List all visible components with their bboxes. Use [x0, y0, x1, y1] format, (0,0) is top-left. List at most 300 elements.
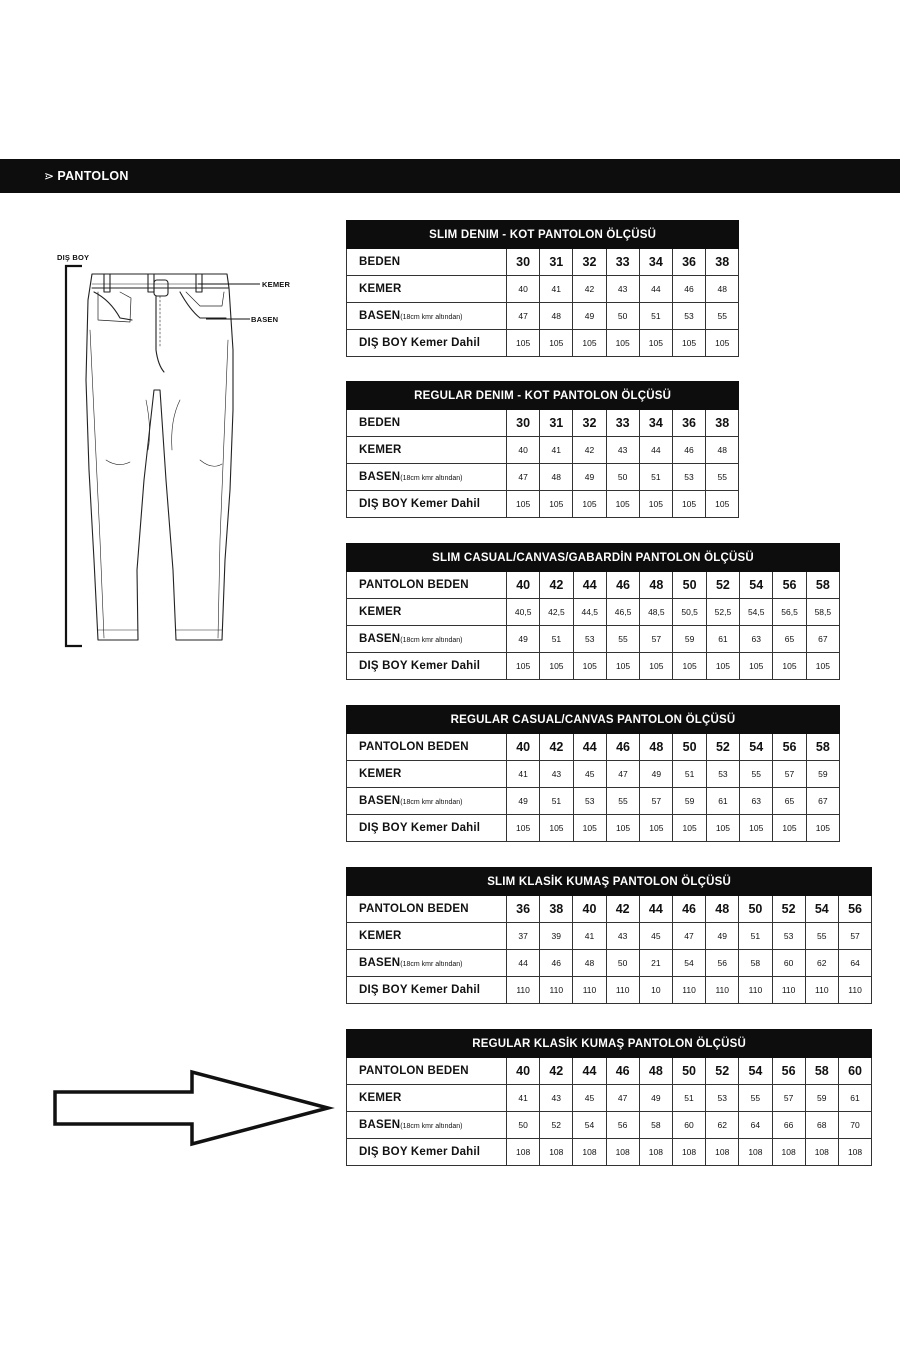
table-cell: 110 — [672, 977, 705, 1004]
row-label — [347, 330, 507, 357]
table-cell: 41 — [540, 276, 573, 303]
table-cell: 56 — [772, 1058, 805, 1085]
table-cell: 59 — [806, 761, 839, 788]
table-cell: 50 — [606, 303, 639, 330]
table-cell: 61 — [706, 788, 739, 815]
table-cell: 54,5 — [740, 599, 773, 626]
table-cell: 62 — [706, 1112, 739, 1139]
row-label — [347, 464, 507, 491]
table-cell: 56 — [838, 896, 871, 923]
table-cell: 42 — [573, 276, 606, 303]
table-cell: 43 — [606, 276, 639, 303]
table-cell: 47 — [672, 923, 705, 950]
table-cell: 41 — [507, 1085, 540, 1112]
table-cell: 34 — [639, 249, 672, 276]
table-cell: 105 — [672, 491, 705, 518]
table-cell: 105 — [773, 653, 806, 680]
table-cell: 56 — [773, 572, 806, 599]
size-row — [347, 734, 840, 761]
table-cell: 40 — [507, 734, 540, 761]
table-title: REGULAR KLASİK KUMAŞ PANTOLON ÖLÇÜSÜ — [347, 1030, 872, 1058]
table-cell: 105 — [639, 330, 672, 357]
table-cell: 60 — [672, 1112, 705, 1139]
table-cell: 105 — [639, 491, 672, 518]
size-row — [347, 572, 840, 599]
boy-row — [347, 330, 739, 357]
row-label — [347, 896, 507, 923]
table-cell: 108 — [672, 1139, 705, 1166]
table-cell: 43 — [606, 437, 639, 464]
table-cell: 42 — [540, 572, 573, 599]
row-label — [347, 977, 507, 1004]
row-label-note: (18cm kmr altından) — [400, 314, 463, 321]
table-cell: 105 — [706, 330, 739, 357]
pants-diagram — [0, 240, 330, 670]
row-label — [347, 734, 507, 761]
table-cell: 52 — [706, 572, 739, 599]
table-cell: 48 — [640, 572, 673, 599]
table-cell: 55 — [740, 761, 773, 788]
table-title: SLIM CASUAL/CANVAS/GABARDİN PANTOLON ÖLÇÜSÜ — [347, 544, 840, 572]
size-table — [346, 220, 739, 357]
table-cell: 42 — [540, 1058, 573, 1085]
pants-sketch-icon — [0, 240, 330, 670]
row-label-text: DIŞ BOY Kemer Dahil — [359, 984, 481, 996]
table-cell: 21 — [639, 950, 672, 977]
table-cell: 105 — [673, 653, 706, 680]
table-cell: 48 — [639, 1058, 672, 1085]
basen-row — [347, 303, 739, 330]
table-cell: 58 — [806, 572, 839, 599]
table-cell: 105 — [606, 653, 639, 680]
row-label-text: KEMER — [359, 1092, 402, 1104]
table-cell: 60 — [838, 1058, 871, 1085]
table-cell: 105 — [773, 815, 806, 842]
size-table — [346, 705, 840, 842]
table-cell: 47 — [606, 1085, 639, 1112]
table-cell: 108 — [739, 1139, 772, 1166]
table-cell: 55 — [739, 1085, 772, 1112]
table-cell: 44 — [639, 896, 672, 923]
size-table — [346, 1029, 872, 1166]
table-cell: 51 — [672, 1085, 705, 1112]
table-cell: 58,5 — [806, 599, 839, 626]
row-label-note: (18cm kmr altından) — [400, 637, 463, 644]
row-label — [347, 1139, 507, 1166]
table-cell: 52 — [706, 734, 739, 761]
table-cell: 53 — [706, 1085, 739, 1112]
boy-row — [347, 653, 840, 680]
table-cell: 54 — [672, 950, 705, 977]
table-cell: 66 — [772, 1112, 805, 1139]
table-cell: 57 — [640, 788, 673, 815]
table-cell: 108 — [540, 1139, 573, 1166]
basen-row — [347, 788, 840, 815]
table-cell: 67 — [806, 788, 839, 815]
basen-row — [347, 950, 872, 977]
table-cell: 44,5 — [573, 599, 606, 626]
table-cell: 50 — [739, 896, 772, 923]
row-label — [347, 303, 507, 330]
table-cell: 50 — [507, 1112, 540, 1139]
row-label — [347, 410, 507, 437]
section-title: PANTOLON — [57, 169, 129, 183]
table-cell: 55 — [805, 923, 838, 950]
table-cell: 49 — [640, 761, 673, 788]
row-label — [347, 923, 507, 950]
table-cell: 105 — [606, 491, 639, 518]
table-cell: 105 — [706, 653, 739, 680]
table-cell: 110 — [739, 977, 772, 1004]
table-cell: 50 — [673, 572, 706, 599]
table-cell: 105 — [540, 815, 573, 842]
table-cell: 105 — [507, 815, 540, 842]
table-cell: 59 — [805, 1085, 838, 1112]
table-cell: 105 — [507, 491, 540, 518]
table-cell: 51 — [739, 923, 772, 950]
table-cell: 40 — [507, 572, 540, 599]
table-cell: 105 — [672, 330, 705, 357]
table-cell: 50 — [673, 734, 706, 761]
table-cell: 52 — [706, 1058, 739, 1085]
table-cell: 53 — [772, 923, 805, 950]
basen-label: BASEN — [251, 315, 279, 324]
table-cell: 105 — [640, 653, 673, 680]
table-cell: 65 — [773, 626, 806, 653]
table-cell: 59 — [673, 626, 706, 653]
table-cell: 36 — [672, 410, 705, 437]
table-cell: 55 — [606, 788, 639, 815]
table-cell: 108 — [507, 1139, 540, 1166]
kemer-row — [347, 923, 872, 950]
row-label — [347, 276, 507, 303]
row-label-text: KEMER — [359, 606, 402, 618]
table-cell: 108 — [706, 1139, 739, 1166]
row-label-text: BASEN — [359, 310, 401, 322]
table-cell: 51 — [540, 788, 573, 815]
row-label-text: DIŞ BOY Kemer Dahil — [359, 337, 481, 349]
table-cell: 110 — [805, 977, 838, 1004]
table-cell: 10 — [639, 977, 672, 1004]
table-cell: 42,5 — [540, 599, 573, 626]
table-cell: 61 — [706, 626, 739, 653]
table-cell: 56 — [606, 1112, 639, 1139]
row-label-text: DIŞ BOY Kemer Dahil — [359, 498, 481, 510]
table-cell: 62 — [805, 950, 838, 977]
table-cell: 55 — [706, 464, 739, 491]
table-cell: 105 — [573, 815, 606, 842]
kemer-row — [347, 1085, 872, 1112]
table-cell: 39 — [540, 923, 573, 950]
table-cell: 54 — [740, 734, 773, 761]
row-label-text: KEMER — [359, 283, 402, 295]
table-cell: 48 — [540, 464, 573, 491]
row-label — [347, 1058, 507, 1085]
table-cell: 44 — [507, 950, 540, 977]
table-cell: 110 — [606, 977, 639, 1004]
size-row — [347, 249, 739, 276]
kemer-row — [347, 276, 739, 303]
table-cell: 54 — [739, 1058, 772, 1085]
table-cell: 44 — [639, 276, 672, 303]
table-cell: 59 — [673, 788, 706, 815]
table-cell: 46,5 — [606, 599, 639, 626]
table-cell: 56,5 — [773, 599, 806, 626]
table-cell: 110 — [507, 977, 540, 1004]
row-label-note: (18cm kmr altından) — [400, 799, 463, 806]
row-label-text: BEDEN — [359, 256, 401, 268]
table-cell: 44 — [573, 734, 606, 761]
row-label — [347, 761, 507, 788]
size-row — [347, 1058, 872, 1085]
table-cell: 42 — [573, 437, 606, 464]
table-cell: 105 — [540, 491, 573, 518]
table-cell: 50 — [606, 464, 639, 491]
table-cell: 57 — [772, 1085, 805, 1112]
boy-row — [347, 815, 840, 842]
table-cell: 36 — [507, 896, 540, 923]
table-cell: 33 — [606, 410, 639, 437]
row-label-text: BASEN — [359, 795, 401, 807]
table-cell: 53 — [672, 303, 705, 330]
table-cell: 46 — [606, 572, 639, 599]
table-cell: 64 — [739, 1112, 772, 1139]
table-title: REGULAR CASUAL/CANVAS PANTOLON ÖLÇÜSÜ — [347, 706, 840, 734]
table-cell: 46 — [540, 950, 573, 977]
table-cell: 55 — [706, 303, 739, 330]
table-cell: 41 — [573, 923, 606, 950]
row-label-text: DIŞ BOY Kemer Dahil — [359, 822, 481, 834]
table-cell: 42 — [606, 896, 639, 923]
table-cell: 40 — [507, 437, 540, 464]
table-cell: 58 — [805, 1058, 838, 1085]
table-cell: 32 — [573, 410, 606, 437]
table-cell: 49 — [507, 626, 540, 653]
table-cell: 34 — [639, 410, 672, 437]
table-cell: 40 — [507, 276, 540, 303]
row-label-text: BASEN — [359, 471, 401, 483]
table-cell: 110 — [838, 977, 871, 1004]
row-label — [347, 815, 507, 842]
table-cell: 52,5 — [706, 599, 739, 626]
table-cell: 49 — [706, 923, 739, 950]
table-cell: 40 — [573, 896, 606, 923]
table-cell: 60 — [772, 950, 805, 977]
table-cell: 105 — [540, 653, 573, 680]
table-cell: 47 — [606, 761, 639, 788]
chevron-right-icon: ⋗ — [44, 169, 55, 183]
table-cell: 46 — [606, 734, 639, 761]
table-cell: 110 — [540, 977, 573, 1004]
table-cell: 108 — [772, 1139, 805, 1166]
row-label — [347, 249, 507, 276]
table-cell: 31 — [540, 249, 573, 276]
table-title: REGULAR DENIM - KOT PANTOLON ÖLÇÜSÜ — [347, 382, 739, 410]
table-cell: 46 — [606, 1058, 639, 1085]
table-cell: 108 — [606, 1139, 639, 1166]
table-cell: 50 — [672, 1058, 705, 1085]
table-cell: 51 — [540, 626, 573, 653]
table-cell: 51 — [639, 303, 672, 330]
table-cell: 50 — [606, 950, 639, 977]
table-cell: 43 — [606, 923, 639, 950]
table-cell: 38 — [540, 896, 573, 923]
row-label — [347, 599, 507, 626]
table-cell: 41 — [540, 437, 573, 464]
kemer-label: KEMER — [262, 280, 291, 289]
table-cell: 51 — [673, 761, 706, 788]
table-cell: 64 — [838, 950, 871, 977]
table-cell: 32 — [573, 249, 606, 276]
table-cell: 108 — [573, 1139, 606, 1166]
row-label — [347, 1085, 507, 1112]
row-label-text: PANTOLON BEDEN — [359, 903, 469, 915]
table-cell: 43 — [540, 761, 573, 788]
table-cell: 105 — [540, 330, 573, 357]
table-cell: 105 — [806, 653, 839, 680]
table-cell: 108 — [838, 1139, 871, 1166]
table-cell: 40 — [507, 1058, 540, 1085]
table-cell: 48 — [640, 734, 673, 761]
table-cell: 53 — [706, 761, 739, 788]
table-cell: 105 — [606, 815, 639, 842]
row-label-note: (18cm kmr altından) — [400, 961, 463, 968]
boy-row — [347, 1139, 872, 1166]
table-cell: 30 — [507, 249, 540, 276]
table-cell: 42 — [540, 734, 573, 761]
table-cell: 31 — [540, 410, 573, 437]
table-cell: 47 — [507, 303, 540, 330]
table-cell: 58 — [739, 950, 772, 977]
table-cell: 63 — [740, 626, 773, 653]
table-cell: 45 — [573, 761, 606, 788]
table-cell: 110 — [573, 977, 606, 1004]
table-cell: 49 — [573, 464, 606, 491]
table-title: SLIM DENIM - KOT PANTOLON ÖLÇÜSÜ — [347, 221, 739, 249]
size-table — [346, 543, 840, 680]
row-label — [347, 491, 507, 518]
row-label-note: (18cm kmr altından) — [400, 475, 463, 482]
table-cell: 57 — [773, 761, 806, 788]
kemer-row — [347, 599, 840, 626]
table-cell: 54 — [805, 896, 838, 923]
table-cell: 51 — [639, 464, 672, 491]
table-cell: 53 — [672, 464, 705, 491]
table-cell: 105 — [507, 653, 540, 680]
row-label — [347, 437, 507, 464]
right-arrow-outline-icon — [50, 1068, 335, 1148]
table-cell: 36 — [672, 249, 705, 276]
table-cell: 70 — [838, 1112, 871, 1139]
table-cell: 110 — [772, 977, 805, 1004]
table-cell: 49 — [573, 303, 606, 330]
size-table — [346, 867, 872, 1004]
table-cell: 105 — [606, 330, 639, 357]
table-cell: 54 — [573, 1112, 606, 1139]
table-cell: 44 — [573, 572, 606, 599]
table-cell: 30 — [507, 410, 540, 437]
table-cell: 58 — [639, 1112, 672, 1139]
table-cell: 48 — [573, 950, 606, 977]
table-cell: 46 — [672, 896, 705, 923]
table-cell: 46 — [672, 437, 705, 464]
table-cell: 53 — [573, 788, 606, 815]
table-cell: 48 — [706, 276, 739, 303]
table-cell: 105 — [706, 815, 739, 842]
table-cell: 105 — [806, 815, 839, 842]
table-cell: 55 — [606, 626, 639, 653]
row-label — [347, 572, 507, 599]
size-row — [347, 896, 872, 923]
table-cell: 52 — [772, 896, 805, 923]
table-cell: 108 — [805, 1139, 838, 1166]
table-cell: 38 — [706, 249, 739, 276]
row-label — [347, 626, 507, 653]
table-cell: 108 — [639, 1139, 672, 1166]
row-label-text: KEMER — [359, 444, 402, 456]
row-label-text: PANTOLON BEDEN — [359, 741, 469, 753]
table-cell: 105 — [640, 815, 673, 842]
row-label-text: DIŞ BOY Kemer Dahil — [359, 660, 481, 672]
table-cell: 68 — [805, 1112, 838, 1139]
boy-row — [347, 491, 739, 518]
table-cell: 48 — [706, 896, 739, 923]
table-cell: 58 — [806, 734, 839, 761]
table-cell: 105 — [740, 815, 773, 842]
table-cell: 105 — [573, 491, 606, 518]
dis-boy-label: DIŞ BOY — [57, 253, 90, 262]
table-cell: 50,5 — [673, 599, 706, 626]
table-cell: 105 — [706, 491, 739, 518]
table-cell: 110 — [706, 977, 739, 1004]
table-cell: 45 — [639, 923, 672, 950]
table-cell: 49 — [507, 788, 540, 815]
basen-row — [347, 1112, 872, 1139]
table-cell: 40,5 — [507, 599, 540, 626]
table-cell: 105 — [507, 330, 540, 357]
table-cell: 56 — [773, 734, 806, 761]
table-cell: 43 — [540, 1085, 573, 1112]
table-cell: 67 — [806, 626, 839, 653]
table-cell: 41 — [507, 761, 540, 788]
row-label — [347, 788, 507, 815]
table-cell: 53 — [573, 626, 606, 653]
table-cell: 37 — [507, 923, 540, 950]
row-label-text: PANTOLON BEDEN — [359, 1065, 469, 1077]
table-cell: 57 — [838, 923, 871, 950]
row-label-text: BASEN — [359, 1119, 401, 1131]
table-cell: 105 — [740, 653, 773, 680]
table-cell: 38 — [706, 410, 739, 437]
table-cell: 49 — [639, 1085, 672, 1112]
kemer-row — [347, 437, 739, 464]
table-cell: 47 — [507, 464, 540, 491]
row-label — [347, 653, 507, 680]
table-cell: 48 — [540, 303, 573, 330]
section-header — [0, 159, 900, 193]
basen-row — [347, 464, 739, 491]
table-cell: 48,5 — [640, 599, 673, 626]
size-row — [347, 410, 739, 437]
table-cell: 57 — [640, 626, 673, 653]
size-table — [346, 381, 739, 518]
table-cell: 105 — [573, 653, 606, 680]
row-label-text: BASEN — [359, 957, 401, 969]
table-cell: 44 — [639, 437, 672, 464]
row-label — [347, 1112, 507, 1139]
table-cell: 52 — [540, 1112, 573, 1139]
table-cell: 48 — [706, 437, 739, 464]
